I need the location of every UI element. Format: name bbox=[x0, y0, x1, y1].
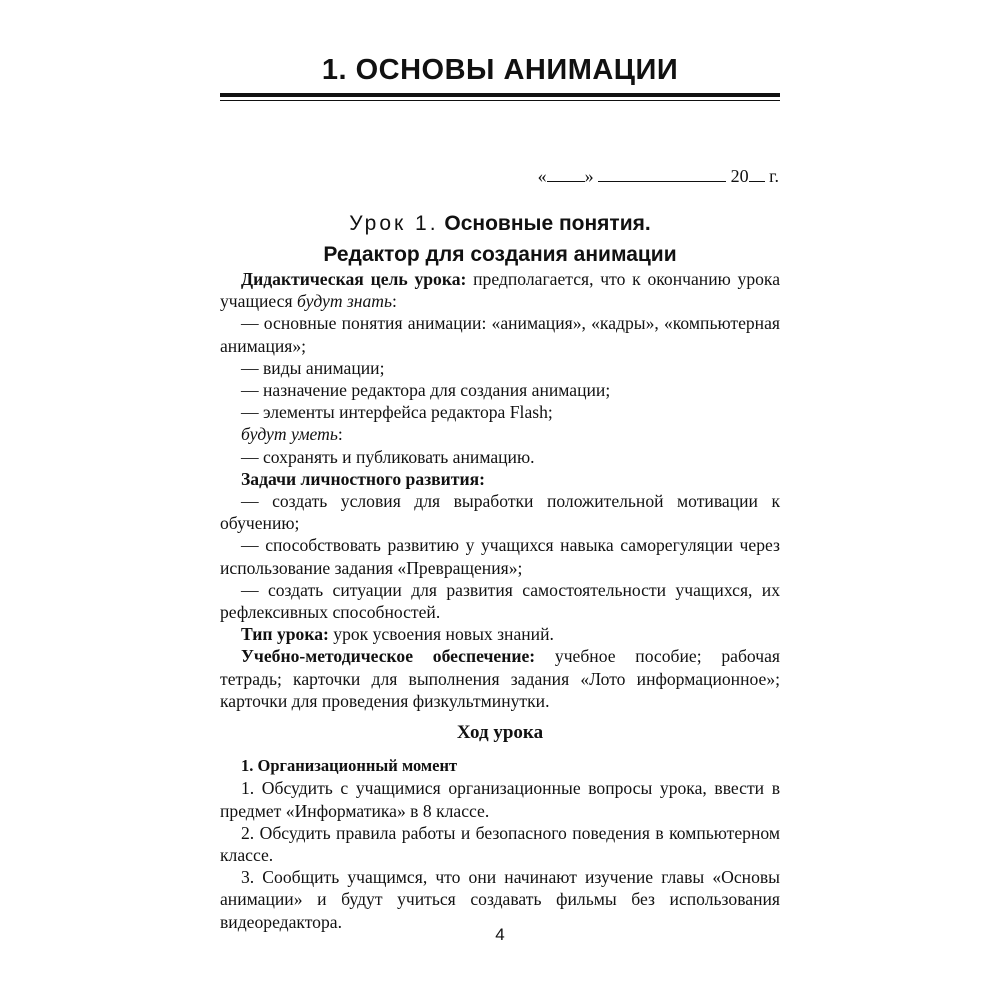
goal-paragraph bbox=[220, 268, 780, 312]
date-close-quote: » bbox=[584, 166, 594, 186]
date-open-quote: « bbox=[537, 166, 547, 186]
type-label: Тип урока: bbox=[241, 624, 329, 645]
task-item: — способствовать развитию у учащихся навыка саморегуляции через использование задания «Превращения»; bbox=[220, 535, 780, 578]
step-item: 3. Сообщить учащимся, что они начинают изучение главы «Основы анимации» и будут учиться создавать фильмы без использования видеоредактора. bbox=[220, 867, 780, 932]
know-item: — назначение редактора для создания анимации; bbox=[241, 380, 611, 401]
will-know-colon: : bbox=[392, 291, 397, 312]
lesson-body bbox=[220, 268, 780, 933]
lesson-title-line1: Основные понятия. bbox=[444, 212, 651, 235]
task-item: — создать ситуации для развития самостоятельности учащихся, их рефлексивных способностей. bbox=[220, 579, 780, 623]
lesson-label: Урок 1. bbox=[349, 212, 439, 235]
lesson-heading bbox=[220, 208, 780, 270]
tasks-label-line bbox=[220, 468, 780, 490]
subsection-title: 1. Организационный момент bbox=[241, 756, 458, 776]
will-be-able: будут уметь bbox=[241, 424, 338, 445]
lesson-title-line2: Редактор для создания анимации bbox=[323, 243, 677, 266]
support-label: Учебно-методическое обеспечение: bbox=[241, 646, 536, 667]
subsection-title-line bbox=[220, 754, 780, 777]
goal-label: Дидактическая цель урока: bbox=[241, 269, 467, 289]
date-line bbox=[538, 166, 779, 187]
will-be-able-colon: : bbox=[337, 424, 343, 445]
header-rule-thin bbox=[220, 100, 780, 101]
type-text: урок усвоения новых знаний. bbox=[328, 624, 554, 645]
header-rule-thick bbox=[220, 93, 780, 97]
know-item: — виды анимации; bbox=[241, 357, 385, 378]
support-paragraph bbox=[220, 645, 780, 712]
task-item: — создать условия для выработки положительной мотивации к обучению; bbox=[220, 491, 780, 534]
step-item: 1. Обсудить с учащимися организационные вопросы урока, ввести в предмет «Информатика» в 8 классе. bbox=[220, 778, 780, 821]
date-year-suffix: г. bbox=[764, 166, 779, 186]
type-paragraph bbox=[220, 623, 780, 645]
step-item: 2. Обсудить правила работы и безопасного поведения в компьютерном классе. bbox=[220, 822, 780, 866]
know-item: — элементы интерфейса редактора Flash; bbox=[241, 402, 553, 423]
page-number: 4 bbox=[495, 925, 505, 944]
lesson-heading-line1 bbox=[220, 208, 780, 239]
will-be-able-line bbox=[220, 423, 780, 445]
date-year-prefix: 20 bbox=[730, 166, 749, 186]
section-title: Ход урока bbox=[456, 722, 544, 744]
date-year-blank bbox=[749, 167, 765, 182]
support-text: учебное пособие; рабочая тетрадь; карточки для выполнения задания «Лото информационное»; карточки для проведения физкультминутки. bbox=[220, 646, 780, 711]
know-item: — основные понятия анимации: «анимация», «кадры», «компьютерная анимация»; bbox=[220, 313, 780, 356]
tasks-label: Задачи личностного развития: bbox=[241, 468, 485, 489]
able-item: — сохранять и публиковать анимацию. bbox=[241, 446, 535, 467]
will-know: будут знать bbox=[296, 291, 393, 312]
goal-text: предполагается, что к окончанию урока учащиеся bbox=[220, 269, 781, 312]
chapter-title: 1. ОСНОВЫ АНИМАЦИИ bbox=[321, 54, 679, 86]
date-month-blank bbox=[598, 167, 726, 182]
date-day-blank bbox=[547, 167, 585, 182]
